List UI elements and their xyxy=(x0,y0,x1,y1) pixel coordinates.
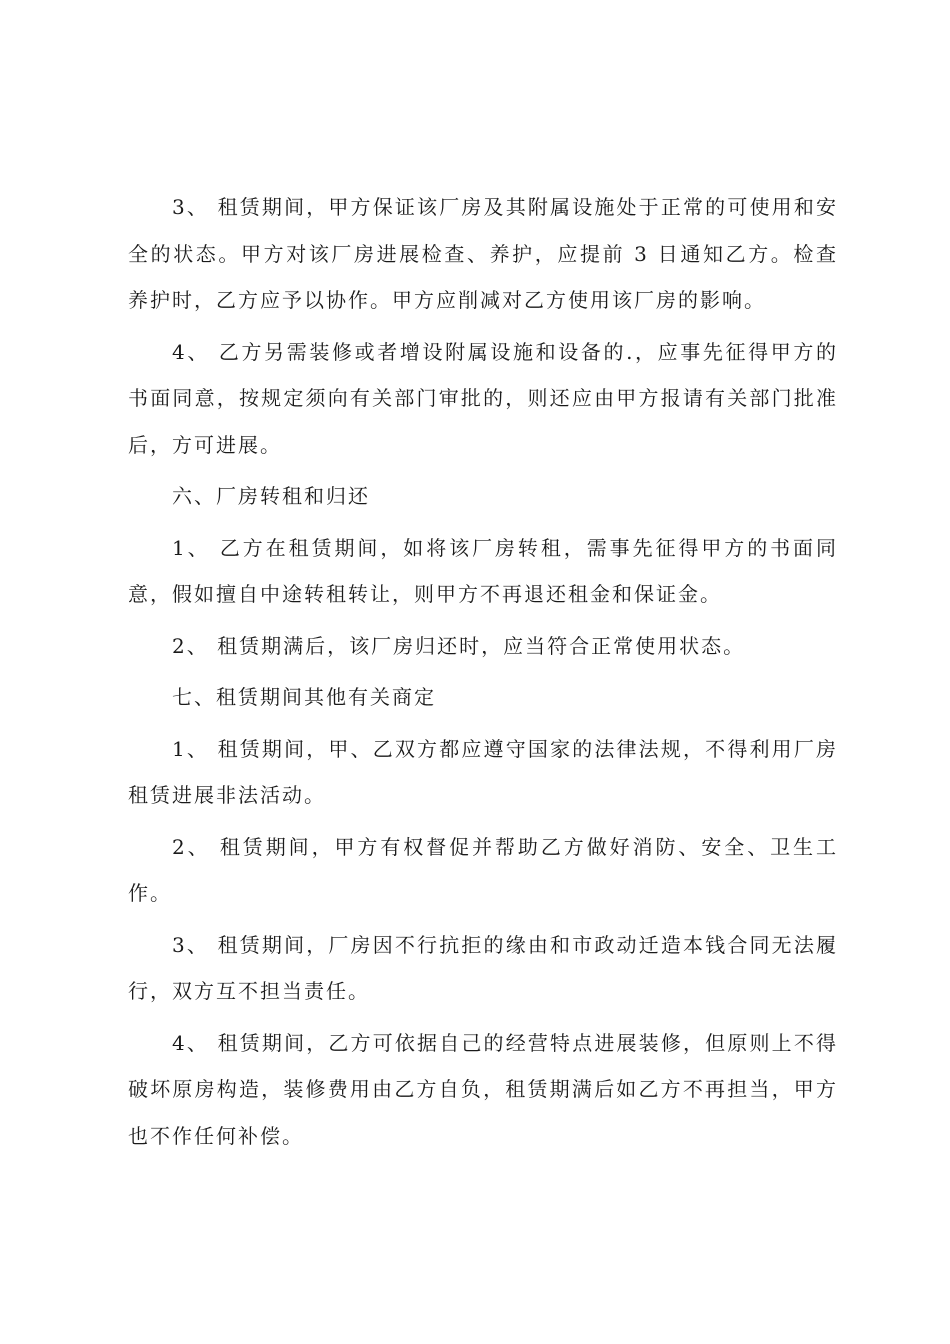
paragraph-clause-7-1: 1、 租赁期间，甲、乙双方都应遵守国家的法律法规，不得利用厂房租赁进展非法活动。 xyxy=(128,736,838,807)
paragraph-clause-7-2: 2、 租赁期间，甲方有权督促并帮助乙方做好消防、安全、卫生工作。 xyxy=(128,834,838,905)
paragraph-clause-5-4: 4、 乙方另需装修或者增设附属设施和设备的.，应事先征得甲方的书面同意，按规定须向有关部门审批的，则还应由甲方报请有关部门批准后，方可进展。 xyxy=(128,339,838,457)
section-heading-7: 七、租赁期间其他有关商定 xyxy=(172,685,436,709)
paragraph-clause-6-2: 2、 租赁期满后，该厂房归还时，应当符合正常使用状态。 xyxy=(172,633,746,658)
section-heading-6: 六、厂房转租和归还 xyxy=(172,484,370,508)
paragraph-clause-5-3: 3、 租赁期间，甲方保证该厂房及其附属设施处于正常的可使用和安全的状态。甲方对该厂房进展检查、养护，应提前 3 日通知乙方。检查养护时，乙方应予以协作。甲方应削减对乙方使用该厂房的影响。 xyxy=(128,195,838,312)
paragraph-clause-7-3: 3、 租赁期间，厂房因不行抗拒的缘由和市政动迁造本钱合同无法履行，双方互不担当责任。 xyxy=(128,932,838,1003)
paragraph-clause-7-4: 4、 租赁期间，乙方可依据自己的经营特点进展装修，但原则上不得破坏原房构造，装修费用由乙方自负，租赁期满后如乙方不再担当，甲方也不作任何补偿。 xyxy=(128,1030,838,1148)
document-body xyxy=(128,184,838,1164)
paragraph-clause-6-1: 1、 乙方在租赁期间，如将该厂房转租，需事先征得甲方的书面同意，假如擅自中途转租转让，则甲方不再退还租金和保证金。 xyxy=(128,535,838,606)
